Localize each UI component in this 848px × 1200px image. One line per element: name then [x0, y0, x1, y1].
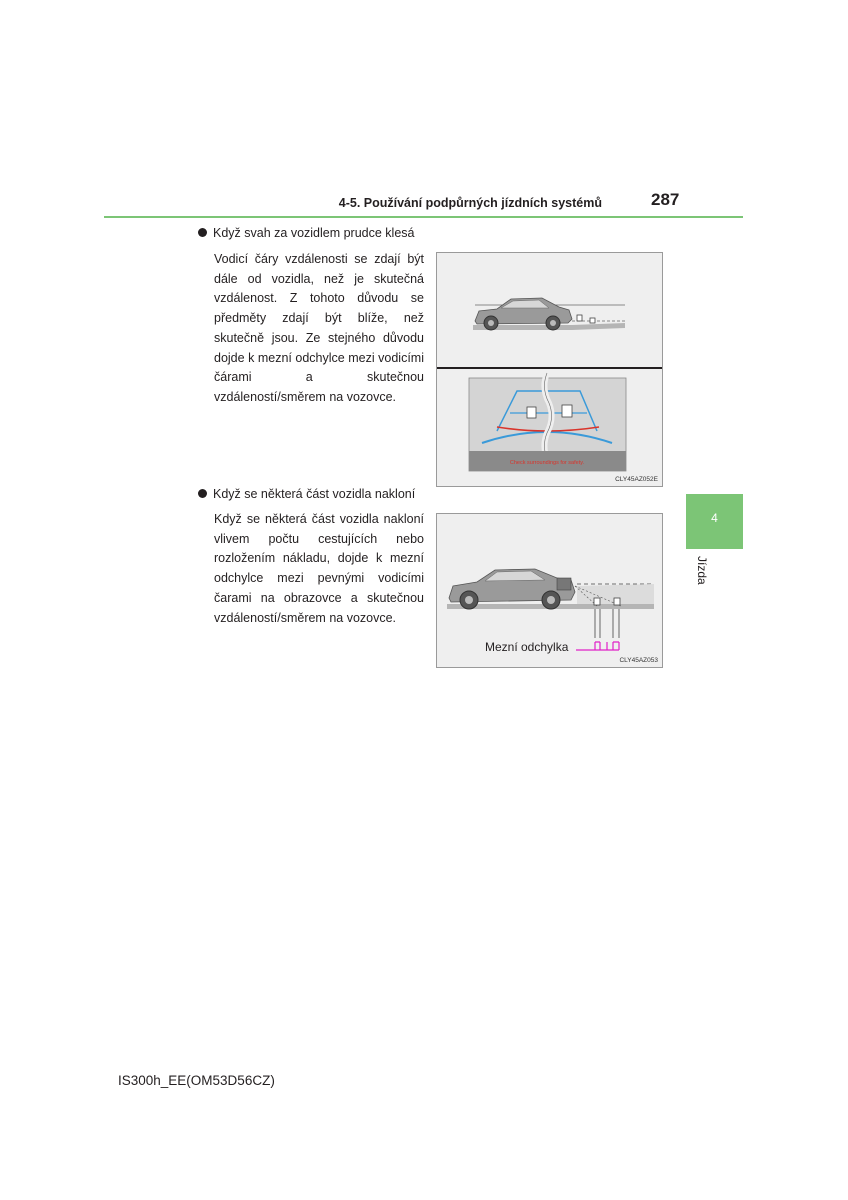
footer-model-code: IS300h_EE(OM53D56CZ) — [118, 1073, 275, 1088]
figure-tilt — [436, 513, 663, 668]
screen-caption: Check surroundings for safety. — [509, 460, 585, 466]
object-icon — [527, 407, 536, 418]
header-rule — [104, 216, 743, 218]
page-number: 287 — [651, 190, 680, 209]
cargo-icon — [557, 578, 571, 590]
chapter-tab: 4 — [686, 494, 743, 549]
figure-code: CLY45AZ052E — [615, 476, 658, 483]
paragraph-tilt: Když se některá část vozidla nakloní vlivem počtu cestujících nebo rozložením nákladu, dojde k mezní odchylce mezi pevnými vodicími čarami na obrazovce a skutečnou vzdáleností/směrem na vozovce. — [214, 512, 424, 625]
section-title: 4-5. Používání podpůrných jízdních systémů — [338, 196, 602, 210]
bullet-icon — [198, 228, 207, 237]
object-icon — [590, 318, 595, 323]
figure-slope — [436, 252, 663, 487]
section-heading-tilt — [198, 487, 415, 501]
chapter-label: Jízda — [695, 556, 709, 585]
car-icon — [449, 569, 575, 609]
object-icon — [577, 315, 582, 321]
bullet-icon — [198, 489, 207, 498]
figure-slope-illustration — [437, 253, 662, 486]
deviation-bracket — [576, 642, 619, 650]
heading-text: Když svah za vozidlem prudce klesá — [213, 226, 415, 240]
object-icon — [562, 405, 572, 417]
heading-text: Když se některá část vozidla nakloní — [213, 487, 416, 501]
object-icon — [594, 598, 600, 605]
section-heading-slope — [198, 226, 414, 240]
paragraph-slope: Vodicí čáry vzdálenosti se zdají být dále od vozidla, než je skutečná vzdálenost. Z tohoto důvodu se předměty zdají být blíže, než skutečně jsou. Ze stejného důvodu dojde k mezní odchylce mezi vodicími čárami a skutečnou vzdáleností/směrem na vozovce. — [214, 252, 424, 404]
figure-code: CLY45AZ053 — [619, 657, 658, 664]
deviation-callout: Mezní odchylka — [485, 640, 569, 654]
object-icon — [614, 598, 620, 605]
figure-divider — [437, 367, 662, 369]
figure-tilt-illustration — [437, 514, 662, 667]
